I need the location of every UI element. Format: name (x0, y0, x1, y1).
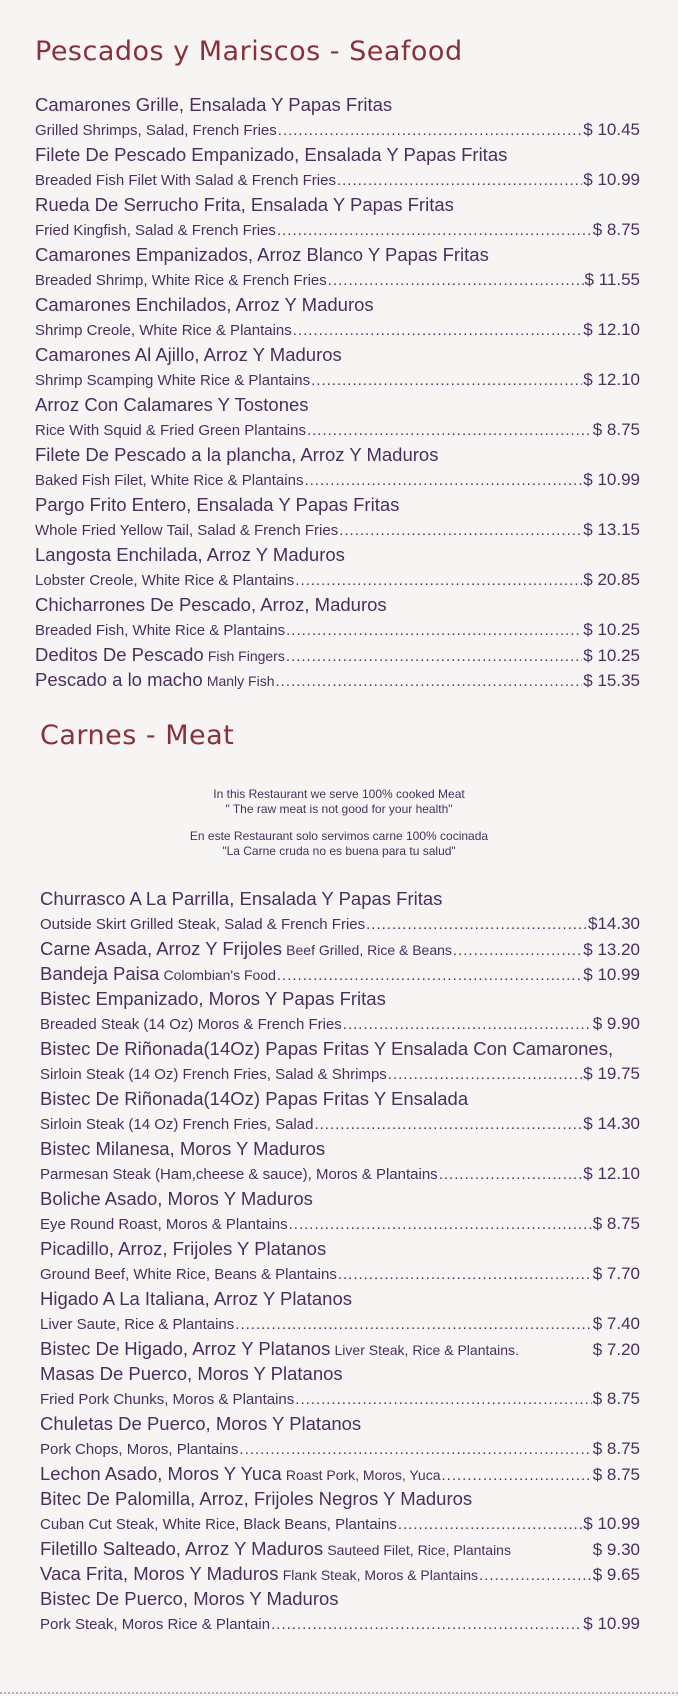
menu-item-detail-line (35, 667, 640, 692)
menu-item (35, 92, 640, 142)
menu-item-name: Camarones Grille, Ensalada Y Papas Fritas (35, 94, 393, 115)
menu-item-price: $ 9.30 (592, 1540, 640, 1559)
menu-item (40, 1136, 640, 1186)
menu-item-name: Camarones Empanizados, Arroz Blanco Y Papas Fritas (35, 244, 489, 265)
menu-item (35, 192, 640, 242)
menu-item-name: Pargo Frito Entero, Ensalada Y Papas Fritas (35, 494, 400, 515)
menu-item-description: Breaded Fish, White Rice & Plantains (35, 622, 286, 639)
dot-leader (235, 1312, 591, 1336)
menu-item-name: Bistec De Higado, Arroz Y Platanos (40, 1338, 331, 1359)
menu-item-description: Baked Fish Filet, White Rice & Plantains (35, 472, 304, 489)
menu-item-detail-line (40, 1436, 640, 1461)
menu-item-detail-line (40, 1336, 640, 1361)
menu-item-name: Pescado a lo macho (35, 669, 203, 690)
menu-item-description: Cuban Cut Steak, White Rice, Black Beans, Plantains (40, 1516, 397, 1533)
menu-item (40, 1336, 640, 1361)
menu-item (35, 392, 640, 442)
dot-leader (271, 1612, 582, 1636)
menu-item-detail-line (40, 1111, 640, 1136)
menu-item (40, 1361, 640, 1411)
menu-item-text (40, 1336, 519, 1361)
menu-item-detail-line (40, 961, 640, 986)
menu-item (35, 642, 640, 667)
menu-item-detail-line (40, 1511, 640, 1536)
menu-item-text (40, 1461, 440, 1486)
menu-item-description: Colombian's Food (163, 967, 276, 983)
menu-item-price: $ 11.55 (584, 270, 640, 289)
menu-item-description: Parmesan Steak (Ham,cheese & sauce), Moros & Plantains (40, 1166, 438, 1183)
menu-item (35, 292, 640, 342)
dot-leader (479, 1563, 592, 1586)
menu-item-text (35, 118, 277, 142)
dot-leader (277, 218, 592, 242)
menu-item-name: Bistec De Riñonada(14Oz) Papas Fritas Y Ensalada (40, 1088, 469, 1109)
menu-item (35, 667, 640, 692)
menu-item-price: $ 8.75 (592, 1465, 640, 1484)
menu-item-description: Pork Steak, Moros Rice & Plantain (40, 1616, 271, 1633)
dot-leader (338, 1262, 592, 1286)
menu-item-text (40, 1062, 387, 1086)
dot-leader (343, 1012, 592, 1036)
menu-item-description: Liver Saute, Rice & Plantains (40, 1316, 235, 1333)
menu-item (40, 1086, 640, 1136)
menu-item-description: Fish Fingers (207, 648, 285, 664)
menu-item-price: $ 19.75 (583, 1064, 640, 1083)
menu-item-name: Bitec De Palomilla, Arroz, Frijoles Negros Y Maduros (40, 1488, 473, 1509)
menu-item (40, 1411, 640, 1461)
menu-item-price: $14.30 (588, 914, 640, 933)
menu-item-name: Filete De Pescado Empanizado, Ensalada Y Papas Fritas (35, 144, 508, 165)
menu-item (40, 1036, 640, 1086)
menu-item-text (40, 1561, 478, 1586)
menu-item-name: Chicharrones De Pescado, Arroz, Maduros (35, 594, 387, 615)
menu-item-text (40, 1112, 313, 1136)
menu-item-detail-line (40, 1161, 640, 1186)
menu-item-text (40, 1162, 438, 1186)
menu-item-name: Bistec De Riñonada(14Oz) Papas Fritas Y Ensalada Con Camarones, (40, 1038, 614, 1059)
menu-item-text (35, 618, 285, 642)
menu-item-price: $ 13.20 (583, 940, 640, 959)
menu-item-detail-line (35, 317, 640, 342)
menu-item-name: Vaca Frita, Moros Y Maduros (40, 1563, 279, 1584)
menu-item-text (35, 368, 310, 392)
menu-item (40, 1561, 640, 1586)
menu-item (35, 342, 640, 392)
menu-item-description: Breaded Shrimp, White Rice & French Fries (35, 272, 327, 289)
menu-item-detail-line (35, 517, 640, 542)
menu-item (35, 442, 640, 492)
menu-item-price: $ 12.10 (583, 370, 640, 389)
menu-item-name: Lechon Asado, Moros Y Yuca (40, 1463, 282, 1484)
menu-item-text (40, 1212, 288, 1236)
menu-item-price: $ 10.99 (583, 170, 640, 189)
menu-item-text (40, 1387, 294, 1411)
menu-item-detail-line (40, 1461, 640, 1486)
menu-item-price: $ 10.25 (583, 646, 640, 665)
menu-item (40, 1286, 640, 1336)
dot-leader (286, 618, 582, 642)
dot-leader (311, 368, 582, 392)
notice-line: "La Carne cruda no es buena para tu salud" (222, 844, 456, 858)
dot-leader (439, 1162, 583, 1186)
menu-item (40, 1586, 640, 1636)
menu-item (35, 142, 640, 192)
dot-leader (398, 1512, 582, 1536)
dot-leader (314, 1112, 582, 1136)
menu-item-detail-line (35, 467, 640, 492)
dot-leader (239, 1437, 591, 1461)
dot-leader (339, 518, 582, 542)
menu-item (40, 1186, 640, 1236)
menu-item (35, 542, 640, 592)
menu-item-text (40, 1612, 270, 1636)
menu-item-description: Sirloin Steak (14 Oz) French Fries, Salad (40, 1116, 314, 1133)
menu-item-detail-line (35, 217, 640, 242)
dot-leader (295, 1387, 591, 1411)
menu-item-name: Masas De Puerco, Moros Y Platanos (40, 1363, 343, 1384)
menu-item-text (35, 642, 285, 667)
menu-item-text (35, 268, 327, 292)
menu-item-price: $ 10.99 (583, 965, 640, 984)
menu-item-price: $ 15.35 (583, 671, 640, 690)
menu-item-description: Flank Steak, Moros & Plantains (282, 1567, 479, 1583)
menu-item-name: Picadillo, Arroz, Frijoles Y Platanos (40, 1238, 327, 1259)
menu-item-text (40, 936, 452, 961)
menu-item-detail-line (35, 567, 640, 592)
menu-item-detail-line (35, 617, 640, 642)
menu-item-price: $ 10.45 (583, 120, 640, 139)
page-edge-divider (0, 1690, 678, 1694)
menu-item-description: Manly Fish (206, 673, 275, 689)
dot-leader (307, 418, 592, 442)
menu-item (40, 986, 640, 1036)
menu-item-detail-line (40, 1561, 640, 1586)
menu-item-description: Liver Steak, Rice & Plantains. (334, 1342, 519, 1358)
dot-leader (293, 318, 583, 342)
menu-item-description: Shrimp Scamping White Rice & Plantains (35, 372, 311, 389)
menu-item-description: Beef Grilled, Rice & Beans (286, 942, 452, 958)
menu-item-description: Whole Fried Yellow Tail, Salad & French Fries (35, 522, 339, 539)
menu-item-text (40, 1012, 342, 1036)
cooked-meat-notice-english (0, 787, 678, 817)
dot-leader (277, 963, 582, 986)
menu-item-text (35, 518, 338, 542)
menu-item-price: $ 7.20 (592, 1340, 640, 1359)
menu-item-detail-line (40, 1261, 640, 1286)
menu-item-price: $ 9.65 (592, 1565, 640, 1584)
menu-item-price: $ 20.85 (583, 570, 640, 589)
menu-item (40, 1236, 640, 1286)
menu-item-price: $ 13.15 (583, 520, 640, 539)
menu-item-price: $ 12.10 (583, 320, 640, 339)
menu-item-description: Breaded Steak (14 Oz) Moros & French Fries (40, 1016, 342, 1033)
menu-item-text (40, 912, 365, 936)
meat-section-title: Carnes - Meat (40, 720, 235, 751)
menu-item-price: $ 14.30 (583, 1114, 640, 1133)
menu-item-detail-line (35, 267, 640, 292)
menu-item-description: Fried Pork Chunks, Moros & Plantains (40, 1391, 295, 1408)
menu-item-price: $ 7.40 (592, 1314, 640, 1333)
dot-leader (278, 118, 583, 142)
seafood-section-title: Pescados y Mariscos - Seafood (35, 36, 463, 67)
menu-item-description: Sauteed Filet, Rice, Plantains (327, 1542, 511, 1558)
menu-item-name: Langosta Enchilada, Arroz Y Maduros (35, 544, 345, 565)
menu-item-name: Filete De Pescado a la plancha, Arroz Y Maduros (35, 444, 439, 465)
menu-item-detail-line (35, 367, 640, 392)
menu-item-description: Grilled Shrimps, Salad, French Fries (35, 122, 277, 139)
menu-item-price: $ 10.99 (583, 1514, 640, 1533)
menu-item-text (40, 1312, 234, 1336)
dot-leader (388, 1062, 582, 1086)
menu-item-price: $ 10.99 (583, 470, 640, 489)
menu-item-name: Carne Asada, Arroz Y Frijoles (40, 938, 282, 959)
menu-item-detail-line (40, 1011, 640, 1036)
menu-item-name: Camarones Al Ajillo, Arroz Y Maduros (35, 344, 342, 365)
dot-leader (337, 168, 582, 192)
menu-item (35, 492, 640, 542)
dot-leader (366, 912, 587, 936)
menu-item-price: $ 10.99 (583, 1614, 640, 1633)
menu-item-name: Bistec Milanesa, Moros Y Maduros (40, 1138, 326, 1159)
menu-item-description: Sirloin Steak (14 Oz) French Fries, Salad & Shrimps (40, 1066, 387, 1083)
menu-item (40, 936, 640, 961)
menu-item-price: $ 8.75 (592, 1389, 640, 1408)
menu-item-detail-line (35, 417, 640, 442)
menu-item-description: Lobster Creole, White Rice & Plantains (35, 572, 295, 589)
menu-item (35, 242, 640, 292)
menu-item-description: Outside Skirt Grilled Steak, Salad & French Fries (40, 916, 366, 933)
menu-item-name: Chuletas De Puerco, Moros Y Platanos (40, 1413, 362, 1434)
menu-item-text (35, 667, 275, 692)
menu-item-text (40, 1512, 397, 1536)
dot-leader (286, 644, 582, 667)
menu-item (40, 886, 640, 936)
menu-item-text (40, 1536, 511, 1561)
dot-leader (295, 568, 582, 592)
dot-leader (441, 1463, 591, 1486)
menu-item-text (40, 961, 276, 986)
menu-item-text (35, 468, 303, 492)
menu-item-price: $ 10.25 (583, 620, 640, 639)
menu-item-name: Boliche Asado, Moros Y Maduros (40, 1188, 313, 1209)
menu-item-price: $ 12.10 (583, 1164, 640, 1183)
dot-leader (453, 938, 582, 961)
cooked-meat-notice-spanish (0, 829, 678, 859)
menu-item-detail-line (35, 117, 640, 142)
menu-item-description: Fried Kingfish, Salad & French Fries (35, 222, 276, 239)
seafood-item-list (35, 92, 640, 692)
menu-item-description: Ground Beef, White Rice, Beans & Plantains (40, 1266, 337, 1283)
menu-item-detail-line (40, 1611, 640, 1636)
menu-item-name: Higado A La Italiana, Arroz Y Platanos (40, 1288, 352, 1309)
menu-item-name: Camarones Enchilados, Arroz Y Maduros (35, 294, 374, 315)
menu-item-name: Filetillo Salteado, Arroz Y Maduros (40, 1538, 324, 1559)
menu-item-description: Rice With Squid & Fried Green Plantains (35, 422, 306, 439)
menu-item-name: Arroz Con Calamares Y Tostones (35, 394, 309, 415)
menu-item (40, 961, 640, 986)
menu-item-price: $ 8.75 (592, 420, 640, 439)
menu-item-name: Churrasco A La Parrilla, Ensalada Y Papas Fritas (40, 888, 443, 909)
menu-item-description: Breaded Fish Filet With Salad & French Fries (35, 172, 336, 189)
dot-leader (276, 669, 583, 692)
dot-leader (304, 468, 582, 492)
menu-item (40, 1461, 640, 1486)
menu-item-text (35, 318, 292, 342)
dot-leader (289, 1212, 592, 1236)
menu-item-detail-line (40, 1211, 640, 1236)
menu-item-price: $ 8.75 (592, 1439, 640, 1458)
notice-line: En este Restaurant solo servimos carne 100% cocinada (189, 829, 489, 843)
menu-item-name: Deditos De Pescado (35, 644, 204, 665)
menu-item-text (35, 418, 306, 442)
menu-item-description: Shrimp Creole, White Rice & Plantains (35, 322, 292, 339)
menu-item-detail-line (40, 911, 640, 936)
menu-item-text (35, 568, 294, 592)
menu-item-name: Rueda De Serrucho Frita, Ensalada Y Papas Fritas (35, 194, 454, 215)
menu-item-detail-line (40, 1311, 640, 1336)
dot-leader (328, 268, 584, 292)
menu-item-detail-line (35, 642, 640, 667)
menu-item-price: $ 9.90 (592, 1014, 640, 1033)
menu-item-name: Bistec De Puerco, Moros Y Maduros (40, 1588, 339, 1609)
menu-item-text (35, 168, 336, 192)
menu-item-description: Pork Chops, Moros, Plantains (40, 1441, 239, 1458)
menu-item-detail-line (35, 167, 640, 192)
menu-item-name: Bandeja Paisa (40, 963, 160, 984)
menu-item-description: Eye Round Roast, Moros & Plantains (40, 1216, 288, 1233)
menu-item-name: Bistec Empanizado, Moros Y Papas Fritas (40, 988, 386, 1009)
menu-item-text (40, 1262, 337, 1286)
menu-item (35, 592, 640, 642)
menu-item-price: $ 8.75 (592, 1214, 640, 1233)
menu-item-detail-line (40, 1536, 640, 1561)
menu-item-description: Roast Pork, Moros, Yuca (285, 1467, 441, 1483)
menu-item-text (40, 1437, 238, 1461)
menu-item (40, 1536, 640, 1561)
menu-item-text (35, 218, 276, 242)
menu-item (40, 1486, 640, 1536)
menu-item-price: $ 8.75 (592, 220, 640, 239)
menu-item-detail-line (40, 1386, 640, 1411)
menu-item-price: $ 7.70 (592, 1264, 640, 1283)
menu-item-detail-line (40, 1061, 640, 1086)
meat-item-list (40, 886, 640, 1636)
notice-line: " The raw meat is not good for your health" (225, 802, 453, 816)
notice-line: In this Restaurant we serve 100% cooked Meat (213, 787, 465, 801)
menu-item-detail-line (40, 936, 640, 961)
